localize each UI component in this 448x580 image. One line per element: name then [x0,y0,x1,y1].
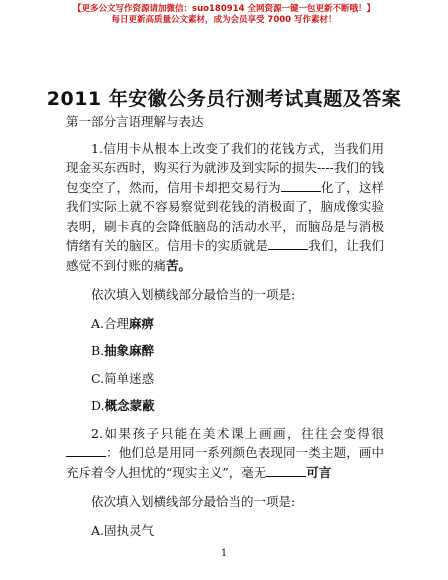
question-1-text [66,139,384,276]
document-title: 2011 年安徽公务员行测考试真题及答案 [46,88,402,110]
option-text-bold: 概念蒙蔽 [104,398,155,413]
option-text: 合理 [104,315,130,331]
q1-option-a [66,314,384,334]
promo-banner-line-1: 【更多公文写作资源请加微信：suo180914 全网资源一键一包更新不断哦！】 [73,4,375,14]
page-number: 1 [220,548,228,559]
option-letter: A. [91,315,105,331]
option-letter: A. [91,522,105,538]
q1-blank-2 [268,236,308,250]
promo-banner [0,4,448,26]
option-text-bold: 麻痹 [129,315,155,331]
q1-option-b [66,341,384,361]
option-text-bold: 抽象麻醉 [104,343,155,358]
q2-option-a [66,521,384,541]
option-text: 固执灵气 [104,522,155,538]
q1-blank-1 [281,178,321,192]
q2-text-a: 2.如果孩子只能在美术课上画画，往往会变得很 [91,425,384,441]
question-1-prompt: 依次填入划横线部分最恰当的一项是: [91,287,296,302]
q2-blank-2 [266,463,306,477]
q1-option-c [66,369,384,389]
promo-banner-line-2: 每日更新高质量公文素材，成为会员享受 7000 写作素材！ [111,15,337,25]
q2-blank-1 [66,443,106,457]
document-body [66,112,384,548]
option-letter: D. [91,398,105,413]
q2-text-b: ：他们总是用同一系列颜色表现同一类主题，画中充斥着令人担忧的“现实主义”，毫无 [66,445,384,480]
q1-text-b: 化了，这样我们实际上就不容易察觉到花钱的消极面了，脑成像实验表明，刷卡真的会降低脑岛的活动水平，而脑岛是与消极情绪有关的脑区。信用卡的实质就是 [66,179,384,253]
option-letter: C. [91,370,105,386]
q1-text-c: 我们，让我们感觉不到付账的痛 [66,238,384,273]
option-text: 简单迷惑 [104,370,155,386]
section-heading: 第一部分言语理解与表达 [66,114,204,129]
q1-text-d: 苦。 [166,257,192,273]
question-2-text [66,424,384,483]
option-letter: B. [91,343,105,358]
q1-option-d [66,396,384,416]
q1-text-a: 1.信用卡从根本上改变了我们的花钱方式，当我们用现金买东西时，购买行为就涉及到实际的损失----我们的钱包变空了，然而，信用卡却把交易行为 [66,140,384,195]
question-2-prompt: 依次填入划横线部分最恰当的一项是: [91,494,296,509]
q2-text-c: 可言 [306,464,332,480]
